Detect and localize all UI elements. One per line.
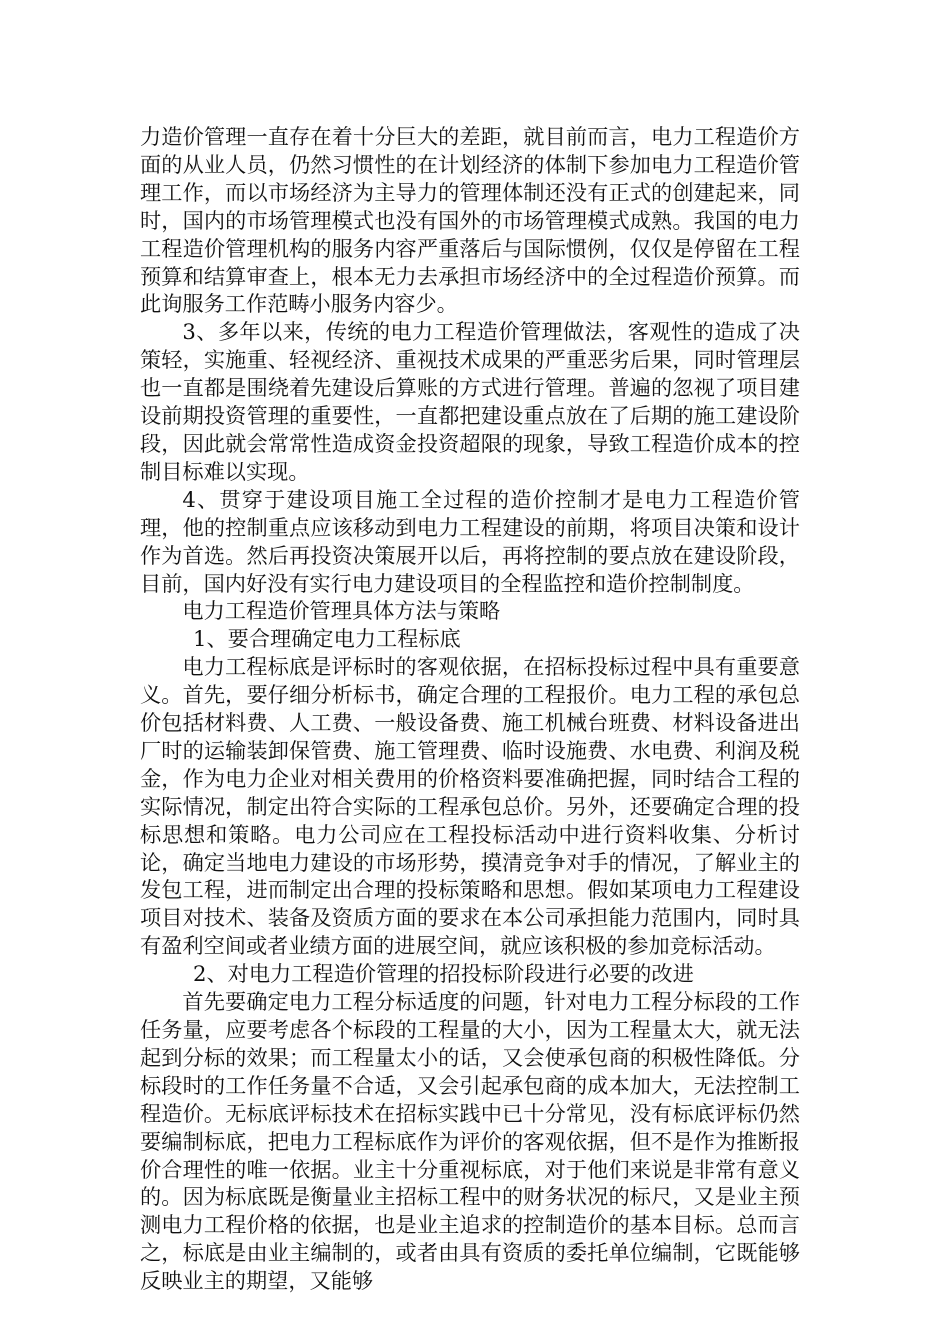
paragraph-bid-base: 电力工程标底是评标时的客观依据，在招标投标过程中具有重要意义。首先，要仔细分析标书，确定合理的工程报价。电力工程的承包总价包括材料费、人工费、一般设备费、施工机械台班费、材料设备进出厂时的运输装卸保管费、施工管理费、临时设施费、水电费、利润及税金，作为电力企业对相关费用的价格资料要准确把握，同时结合工程的实际情况，制定出符合实际的工程承包总价。另外，还要确定合理的投标思想和策略。电力公司应在工程投标活动中进行资料收集、分析讨论，确定当地电力建设的市场形势，摸清竞争对手的情况，了解业主的发包工程，进而制定出合理的投标策略和思想。假如某项电力工程建设项目对技术、装备及资质方面的要求在本公司承担能力范围内，同时具有盈利空间或者业绩方面的进展空间，就应该积极的参加竞标活动。 <box>140 654 800 959</box>
document-body <box>140 123 800 1295</box>
paragraph-point-3: 3、多年以来，传统的电力工程造价管理做法，客观性的造成了决策轻，实施重、轻视经济、重视技术成果的严重恶劣后果，同时管理层也一直都是围绕着先建设后算账的方式进行管理。普遍的忽视了项目建设前期投资管理的重要性，一直都把建设重点放在了后期的施工建设阶段，因此就会常常性造成资金投资超限的现象，导致工程造价成本的控制目标难以实现。 <box>140 319 800 484</box>
subheading-bidding-improvement: 2、对电力工程造价管理的招投标阶段进行必要的改进 <box>193 961 694 987</box>
subheading-determine-bid-base: 1、要合理确定电力工程标底 <box>193 626 461 652</box>
paragraph-point-4: 4、贯穿于建设项目施工全过程的造价控制才是电力工程造价管理，他的控制重点应该移动到电力工程建设的前期，将项目决策和设计作为首选。然后再投资决策展开以后，再将控制的要点放在建设阶段，目前，国内好没有实行电力建设项目的全程监控和造价控制制度。 <box>140 486 800 596</box>
paragraph-bidding-improvement: 首先要确定电力工程分标适度的问题，针对电力工程分标段的工作任务量，应要考虑各个标段的工程量的大小，因为工程量太大，就无法起到分标的效果；而工程量太小的话，又会使承包商的积极性降低。分标段时的工作任务量不合适，又会引起承包商的成本加大，无法控制工程造价。无标底评标技术在招标实践中已十分常见，没有标底评标仍然要编制标底，把电力工程标底作为评价的客观依据，但不是作为推断报价合理性的唯一依据。业主十分重视标底，对于他们来说是非常有意义的。因为标底既是衡量业主招标工程中的财务状况的标尺，又是业主预测电力工程价格的依据，也是业主追求的控制造价的基本目标。总而言之，标底是由业主编制的，或者由具有资质的委托单位编制，它既能够反映业主的期望，又能够 <box>140 989 800 1294</box>
paragraph-intro-continuation: 力造价管理一直存在着十分巨大的差距，就目前而言，电力工程造价方面的从业人员，仍然习惯性的在计划经济的体制下参加电力工程造价管理工作，而以市场经济为主导力的管理体制还没有正式的创建起来，同时，国内的市场管理模式也没有国外的市场管理模式成熟。我国的电力工程造价管理机构的服务内容严重落后与国际惯例，仅仅是停留在工程预算和结算审查上，根本无力去承担市场经济中的全过程造价预算。而此询服务工作范畴小服务内容少。 <box>140 124 800 317</box>
section-heading-methods: 电力工程造价管理具体方法与策略 <box>182 598 501 624</box>
